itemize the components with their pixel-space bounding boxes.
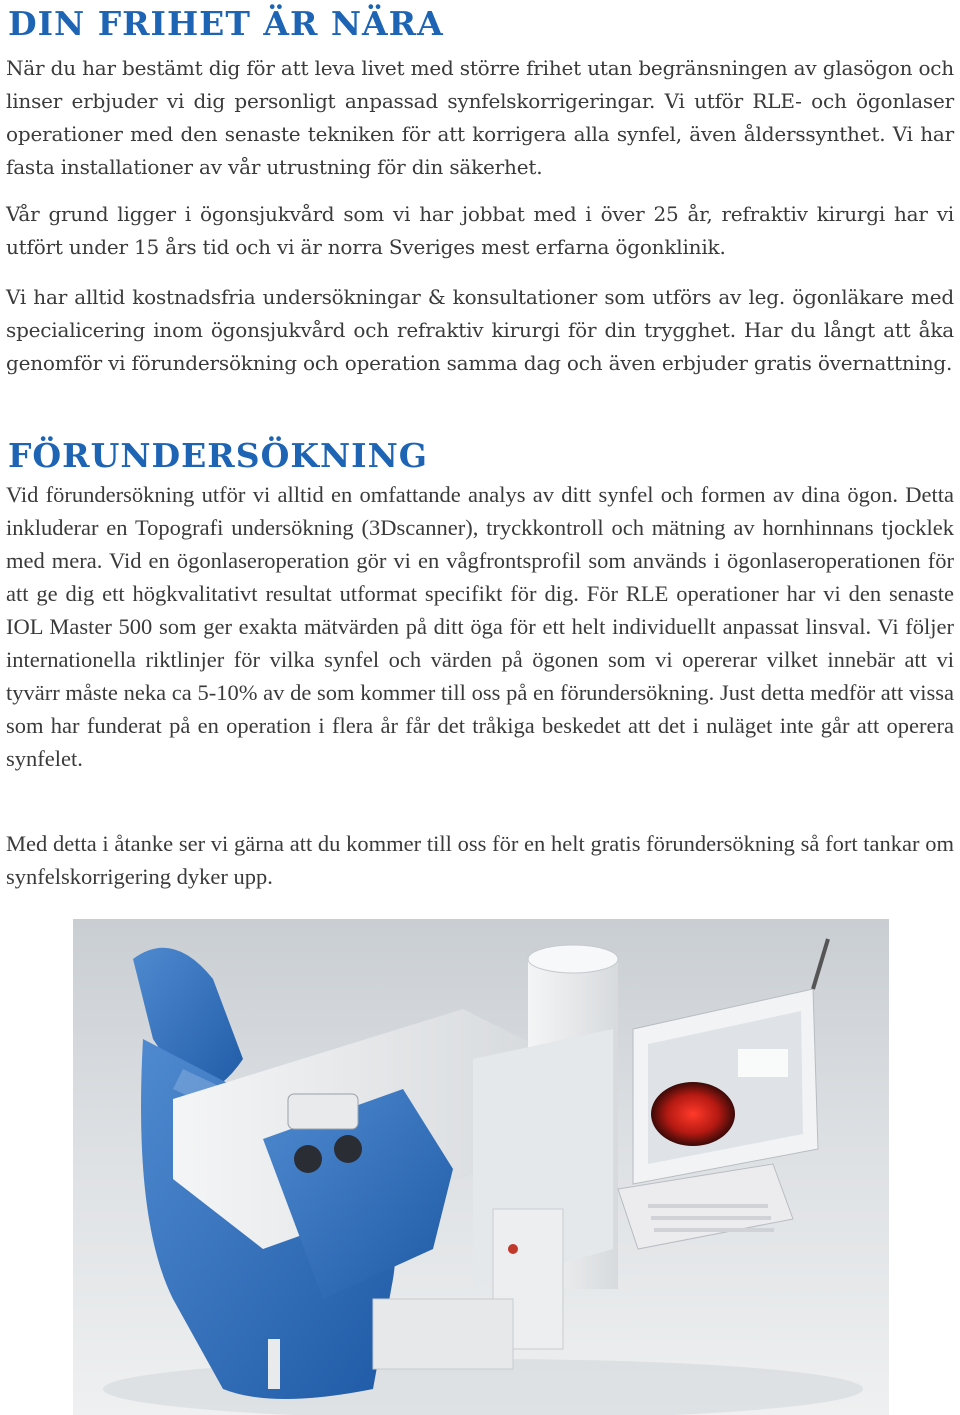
paragraph-examination: Vid förundersökning utför vi alltid en omfattande analys av ditt synfel och formen av dina ögon. Detta inkluderar en Topografi undersökning (3Dscanner), tryckkontroll och mätning av hornhinnans tjocklek med mera. Vid en ögonlaseroperation gör vi en vågfrontsprofil som används i ögonlaseroperationen för att ge dig ett högkvalitativt resultat utformat specifikt för dig. För RLE operationer har vi den senaste IOL Master 500 som ger exakta mätvärden på ditt öga för ett helt individuellt anpassat linsval. Vi följer internationella riktlinjer för vilka synfel och värden på ögonen som vi opererar vilket innebär att vi tyvärr måste neka ca 5-10% av de som kommer till oss på en förundersökning. Just detta medför att vissa som har funderat på en operation i flera år får det tråkiga beskedet att det i nuläget inte går att operera synfelet. — [6, 482, 954, 771]
section-heading-frihet: DIN FRIHET ÄR NÄRA — [8, 4, 444, 43]
laser-equipment-photo — [73, 919, 889, 1415]
paragraph-intro: När du har bestämt dig för att leva livet med större frihet utan begränsningen av glasögon och linser erbjuder vi dig personligt anpassad synfelskorrigeringar. Vi utför RLE- och ögonlaser operationer med den senaste tekniken för att korrigera alla synfel, även ålderssynthet. Vi har fasta installationer av vår utrustning för din säkerhet. — [6, 56, 954, 179]
paragraph-invitation: Med detta i åtanke ser vi gärna att du kommer till oss för en helt gratis förundersökning så fort tankar om synfelskorrigering dyker upp. — [6, 831, 954, 889]
laser-equipment-illustration — [73, 919, 889, 1415]
section-heading-forundersokning: FÖRUNDERSÖKNING — [8, 436, 428, 475]
paragraph-consultation: Vi har alltid kostnadsfria undersökningar & konsultationer som utförs av leg. ögonläkare med specialicering inom ögonsjukvård och refraktiv kirurgi för din trygghet. Har du långt att åka genomför vi förundersökning och operation samma dag och även erbjuder gratis övernattning. — [6, 285, 954, 375]
paragraph-experience: Vår grund ligger i ögonsjukvård som vi har jobbat med i över 25 år, refraktiv kirurgi har vi utfört under 15 års tid och vi är norra Sveriges mest erfarna ögonklinik. — [6, 202, 954, 259]
